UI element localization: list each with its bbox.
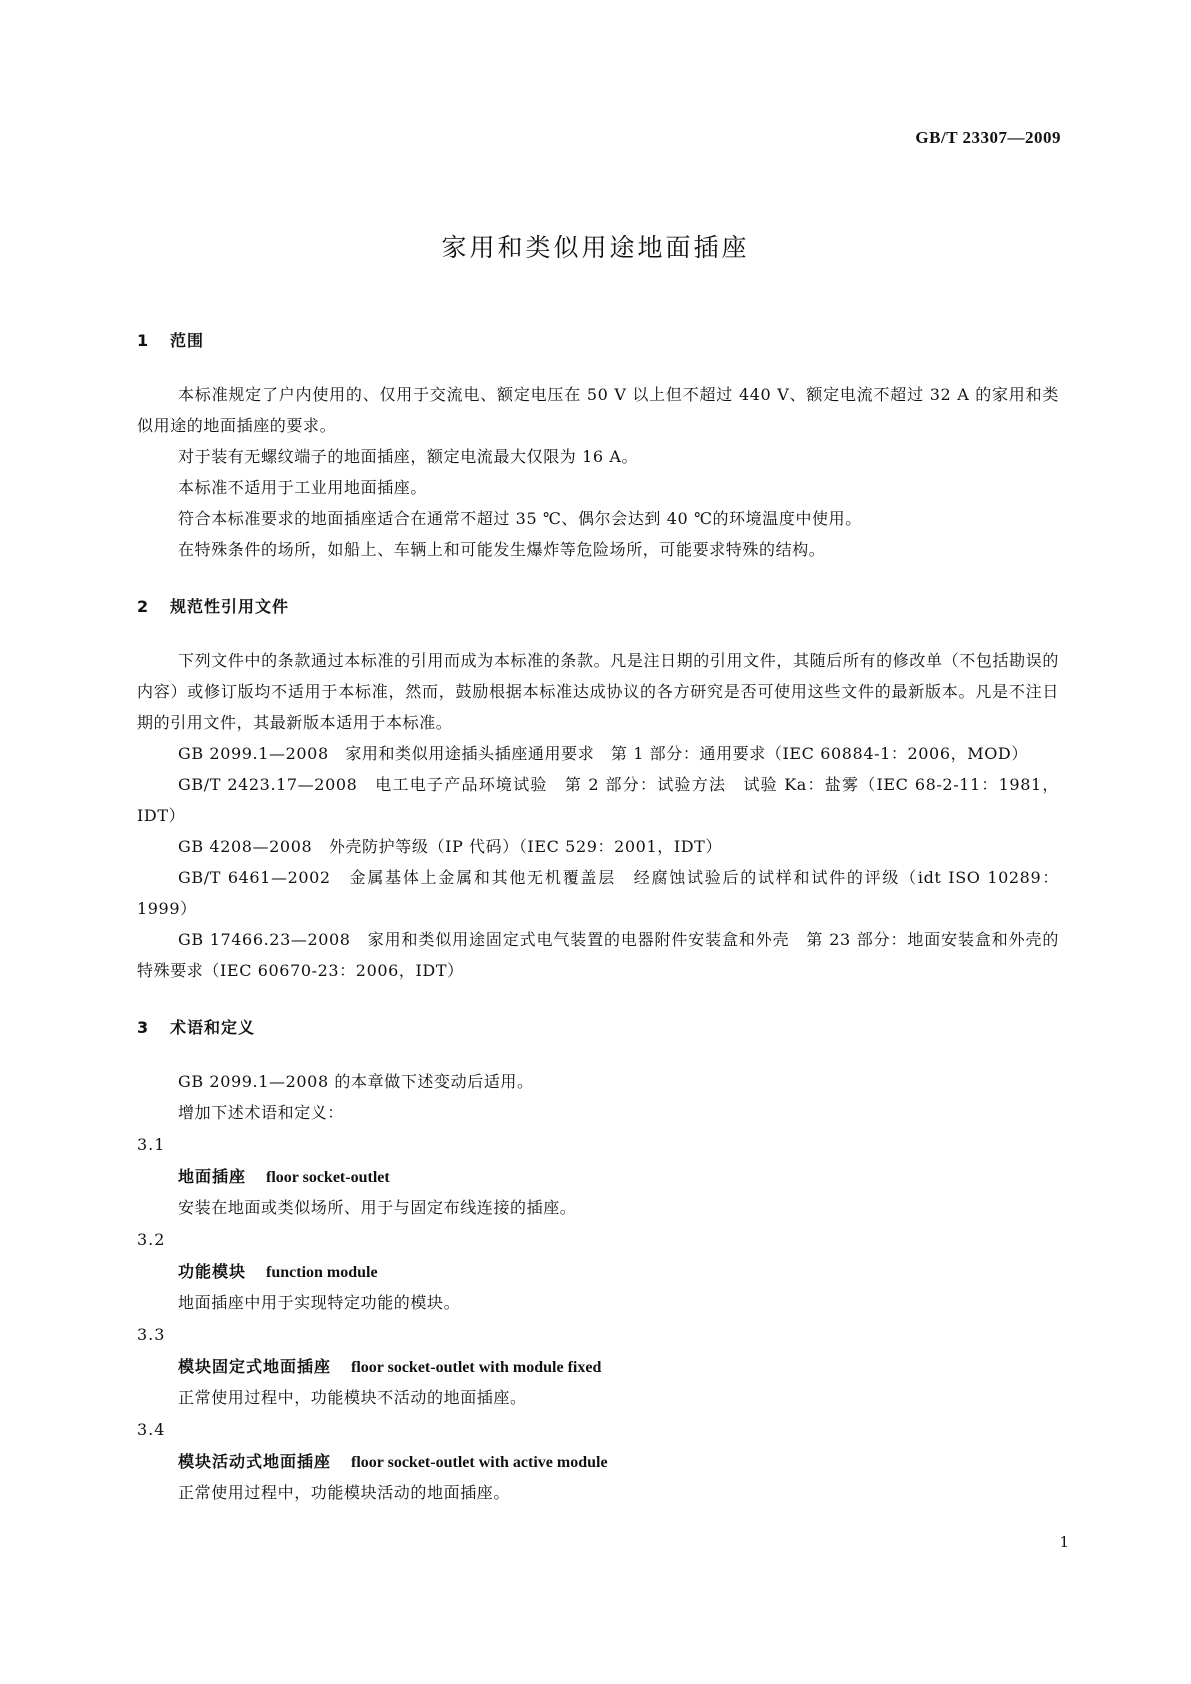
page-number: 1 bbox=[1059, 1533, 1069, 1551]
section-title: 规范性引用文件 bbox=[170, 597, 290, 616]
document-title: 家用和类似用途地面插座 bbox=[441, 233, 750, 262]
term-definition: 地面插座中用于实现特定功能的模块。 bbox=[178, 1293, 461, 1312]
term-zh: 模块活动式地面插座 bbox=[178, 1452, 332, 1471]
section-number: 1 bbox=[137, 331, 150, 350]
term-entry bbox=[137, 1223, 1059, 1318]
standard-number: GB/T 23307—2009 bbox=[915, 128, 1061, 147]
clause-number: 3.2 bbox=[137, 1230, 166, 1249]
references-intro: 下列文件中的条款通过本标准的引用而成为本标准的条款。凡是注日期的引用文件，其随后所有的修改单（不包括勘误的内容）或修订版均不适用于本标准，然而，鼓励根据本标准达成协议的各方研究是否可使用这些文件的最新版本。凡是不注日期的引用文件，其最新版本适用于本标准。 bbox=[137, 651, 1059, 732]
term-definition: 正常使用过程中，功能模块活动的地面插座。 bbox=[178, 1483, 511, 1502]
clause-number: 3.3 bbox=[137, 1325, 166, 1344]
reference-item: GB 17466.23—2008 家用和类似用途固定式电气装置的电器附件安装盒和外壳 第 23 部分：地面安装盒和外壳的特殊要求（IEC 60670-23：2006，IDT） bbox=[137, 930, 1059, 980]
terms-intro: 增加下述术语和定义： bbox=[178, 1103, 345, 1122]
term-zh: 地面插座 bbox=[178, 1167, 247, 1186]
section-number: 3 bbox=[137, 1018, 150, 1037]
section-title: 术语和定义 bbox=[170, 1018, 256, 1037]
term-name bbox=[137, 1351, 1059, 1382]
section-heading-references bbox=[137, 591, 1059, 623]
term-zh: 模块固定式地面插座 bbox=[178, 1357, 332, 1376]
scope-paragraph: 本标准规定了户内使用的、仅用于交流电、额定电压在 50 V 以上但不超过 440 V、额定电流不超过 32 A 的家用和类似用途的地面插座的要求。 bbox=[137, 385, 1059, 435]
term-name bbox=[137, 1161, 1059, 1192]
term-en: floor socket-outlet with module fixed bbox=[351, 1359, 602, 1376]
document-body bbox=[137, 325, 1059, 1508]
term-en: floor socket-outlet with active module bbox=[351, 1454, 608, 1471]
section-heading-terms bbox=[137, 1012, 1059, 1044]
section-title: 范围 bbox=[170, 331, 205, 350]
term-name bbox=[137, 1446, 1059, 1477]
reference-item: GB/T 6461—2002 金属基体上金属和其他无机覆盖层 经腐蚀试验后的试样和试件的评级（idt ISO 10289：1999） bbox=[137, 868, 1059, 918]
scope-paragraph: 符合本标准要求的地面插座适合在通常不超过 35 ℃、偶尔会达到 40 ℃的环境温度中使用。 bbox=[178, 509, 862, 528]
reference-item: GB 2099.1—2008 家用和类似用途插头插座通用要求 第 1 部分：通用要求（IEC 60884-1：2006，MOD） bbox=[178, 744, 1028, 763]
term-entry bbox=[137, 1318, 1059, 1413]
clause-number: 3.4 bbox=[137, 1420, 166, 1439]
term-name bbox=[137, 1256, 1059, 1287]
reference-item: GB/T 2423.17—2008 电工电子产品环境试验 第 2 部分：试验方法 试验 Ka：盐雾（IEC 68-2-11：1981，IDT） bbox=[137, 775, 1059, 825]
term-entry bbox=[137, 1413, 1059, 1508]
term-definition: 安装在地面或类似场所、用于与固定布线连接的插座。 bbox=[178, 1198, 577, 1217]
reference-item: GB 4208—2008 外壳防护等级（IP 代码）（IEC 529：2001，IDT） bbox=[178, 837, 723, 856]
clause-number: 3.1 bbox=[137, 1135, 166, 1154]
terms-intro: GB 2099.1—2008 的本章做下述变动后适用。 bbox=[178, 1072, 534, 1091]
term-zh: 功能模块 bbox=[178, 1262, 247, 1281]
section-heading-scope bbox=[137, 325, 1059, 357]
term-definition: 正常使用过程中，功能模块不活动的地面插座。 bbox=[178, 1388, 527, 1407]
term-entry bbox=[137, 1128, 1059, 1223]
scope-paragraph: 对于装有无螺纹端子的地面插座，额定电流最大仅限为 16 A。 bbox=[178, 447, 639, 466]
scope-paragraph: 在特殊条件的场所，如船上、车辆上和可能发生爆炸等危险场所，可能要求特殊的结构。 bbox=[178, 540, 826, 559]
scope-paragraph: 本标准不适用于工业用地面插座。 bbox=[178, 478, 428, 497]
section-number: 2 bbox=[137, 597, 150, 616]
term-en: function module bbox=[266, 1264, 378, 1281]
term-en: floor socket-outlet bbox=[266, 1169, 390, 1186]
